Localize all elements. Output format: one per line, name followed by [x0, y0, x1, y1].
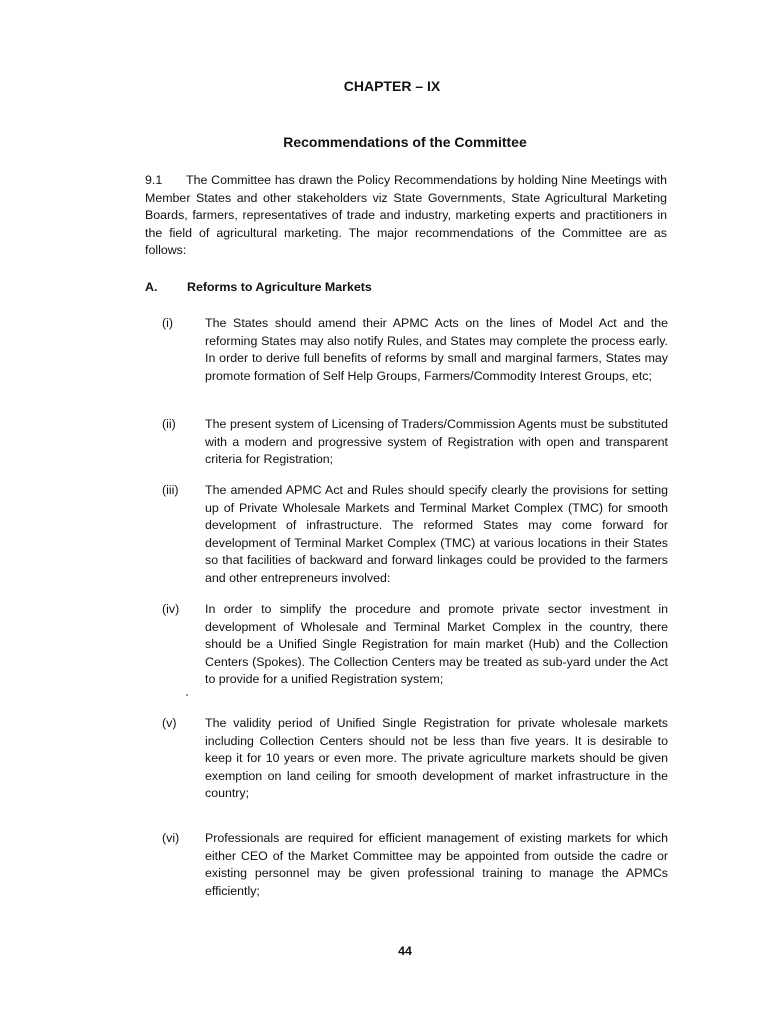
item-text: Professionals are required for efficient management of existing markets for which either CEO of the Market Committee may be appointed from outside the cadre or existing personnel may be given professional training to manage the APMCs efficiently; [205, 831, 668, 898]
stray-dot [186, 694, 188, 696]
item-text: The present system of Licensing of Traders/Commission Agents must be substituted with a modern and progressive system of Registration with open and transparent criteria for Registration; [205, 417, 668, 467]
item-text: The amended APMC Act and Rules should specify clearly the provisions for setting up of Private Wholesale Markets and Terminal Market Complex (TMC) for smooth development of infrastructure. The reformed States may come forward for development of Terminal Market Complex (TMC) at various locations in their States so that facilities of backward and forward linkages could be provided to the farmers and other entrepreneurs involved: [205, 483, 668, 585]
intro-paragraph [145, 172, 667, 260]
section-heading-text: Reforms to Agriculture Markets [187, 280, 372, 294]
page-number: 44 [398, 944, 412, 958]
chapter-heading: CHAPTER – IX [343, 78, 441, 94]
item-text: The States should amend their APMC Acts on the lines of Model Act and the reforming States may also notify Rules, and States may complete the process early. In order to derive full benefits of reforms by small and marginal farmers, States may promote formation of Self Help Groups, Farmers/Commodity Interest Groups, etc; [205, 316, 668, 383]
item-text: In order to simplify the procedure and promote private sector investment in development of Wholesale and Terminal Market Complex in the country, there should be a Unified Single Registration for main market (Hub) and the Collection Centers (Spokes). The Collection Centers may be treated as sub-yard under the Act to provide for a unified Registration system; [205, 602, 668, 687]
page-title: Recommendations of the Committee [283, 134, 527, 150]
item-number: (iii) [162, 483, 179, 497]
section-heading [145, 279, 372, 297]
paragraph-number: 9.1 [145, 173, 163, 187]
item-number: (i) [162, 316, 174, 330]
item-text: The validity period of Unified Single Registration for private wholesale markets including Collection Centers should not be less than five years. It is desirable to keep it for 10 years or even more. The private agriculture markets should be given exemption on land ceiling for smooth development of market infrastructure in the country; [205, 716, 668, 801]
item-number: (ii) [162, 417, 176, 431]
item-number: (v) [162, 716, 177, 730]
section-letter: A. [145, 280, 158, 294]
item-number: (vi) [162, 831, 180, 845]
paragraph-text: The Committee has drawn the Policy Recommendations by holding Nine Meetings with Member States and other stakeholders viz State Governments, State Agricultural Marketing Boards, farmers, representatives of trade and industry, marketing experts and practitioners in the field of agricultural marketing. The major recommendations of the Committee are as follows: [145, 173, 667, 258]
item-number: (iv) [162, 602, 180, 616]
